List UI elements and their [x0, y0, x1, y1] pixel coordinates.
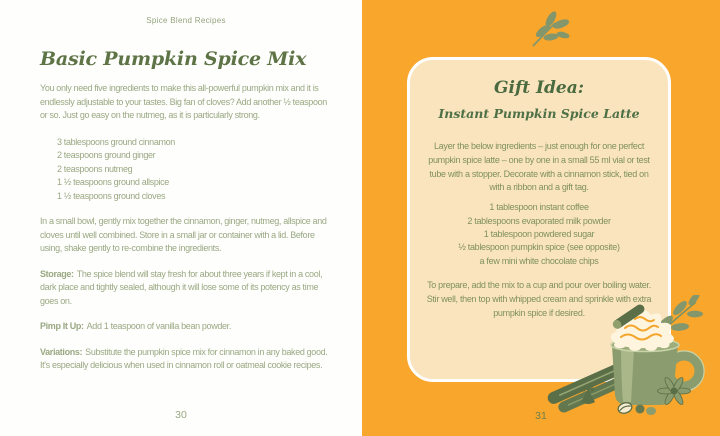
gift-ingredient-item: a few mini white chocolate chips [479, 255, 599, 266]
gift-idea-page [362, 0, 720, 436]
running-header: Spice Blend Recipes [146, 16, 226, 25]
ingredient-item: 1 ½ teaspoons ground cloves [57, 190, 166, 201]
page-title: Basic Pumpkin Spice Mix [40, 48, 307, 70]
gift-idea-title: Gift Idea: [493, 78, 584, 98]
pimp-it-up-paragraph [40, 320, 332, 334]
page-number-right: 31 [535, 410, 547, 422]
gift-ingredient-list [423, 201, 655, 268]
pimp-it-up-label: Pimp It Up: [40, 321, 84, 331]
variations-paragraph [40, 346, 332, 373]
gift-ingredient-item: 1 tablespoon powdered sugar [483, 229, 595, 239]
gift-ingredient-item: ½ tablespoon pumpkin spice (see opposite) [458, 242, 620, 253]
ingredient-item: 2 teaspoons nutmeg [57, 163, 133, 174]
storage-text: The spice blend will stay fresh for about three years if kept in a cool, dark place and tightly sealed, although it will lose some of its potency as time goes on. [40, 268, 323, 306]
gift-idea-subtitle: Instant Pumpkin Spice Latte [438, 106, 640, 121]
gift-ingredient-item: 2 tablespoons evaporated milk powder [467, 215, 611, 226]
variations-label: Variations: [40, 346, 83, 357]
ingredient-item: 3 tablespoons ground cinnamon [57, 136, 175, 147]
gift-idea-intro: Layer the below ingredients – just enough for one perfect pumpkin spice latte – one by one in a small 55 ml vial or test tube with a stopper. Decorate with a cinnamon stick, tied on with a ribbon and a gift tag. [428, 141, 650, 193]
variations-text: Substitute the pumpkin spice mix for cinnamon in any baked good. It's especially delicious when used in cinnamon roll or oatmeal cookie recipes. [40, 346, 328, 370]
ingredient-item: 1 ½ teaspoons ground allspice [57, 177, 169, 187]
leaf-sprig-icon [528, 10, 572, 50]
recipe-intro: You only need five ingredients to make this all-powerful pumpkin mix and it is endlessly adjustable to your tastes. Big fan of cloves? Add another ½ teaspoon or so. Just go easy on the nutmeg, as it is particularly strong. [40, 83, 327, 120]
pimp-it-up-text: Add 1 teaspoon of vanilla bean powder. [86, 321, 231, 331]
ingredient-item: 2 teaspoons ground ginger [57, 150, 156, 160]
gift-ingredient-item: 1 tablespoon instant coffee [489, 202, 589, 213]
pumpkin-spice-latte-illustration [537, 295, 707, 423]
page-number-left: 30 [175, 409, 187, 421]
storage-paragraph [40, 268, 332, 309]
ingredient-list [57, 136, 332, 204]
gift-idea-instructions: To prepare, add the mix to a cup and pour over boiling water. Stir well, then top with whipped cream and sprinkle with extra pumpkin spice if desired. [426, 280, 652, 318]
method-paragraph: In a small bowl, gently mix together the cinnamon, ginger, nutmeg, allspice and cloves until well combined. Store in a small jar or container with a lid. Before using, shake gently to re-combine the ingredients. [40, 216, 327, 253]
storage-label: Storage: [40, 268, 74, 279]
